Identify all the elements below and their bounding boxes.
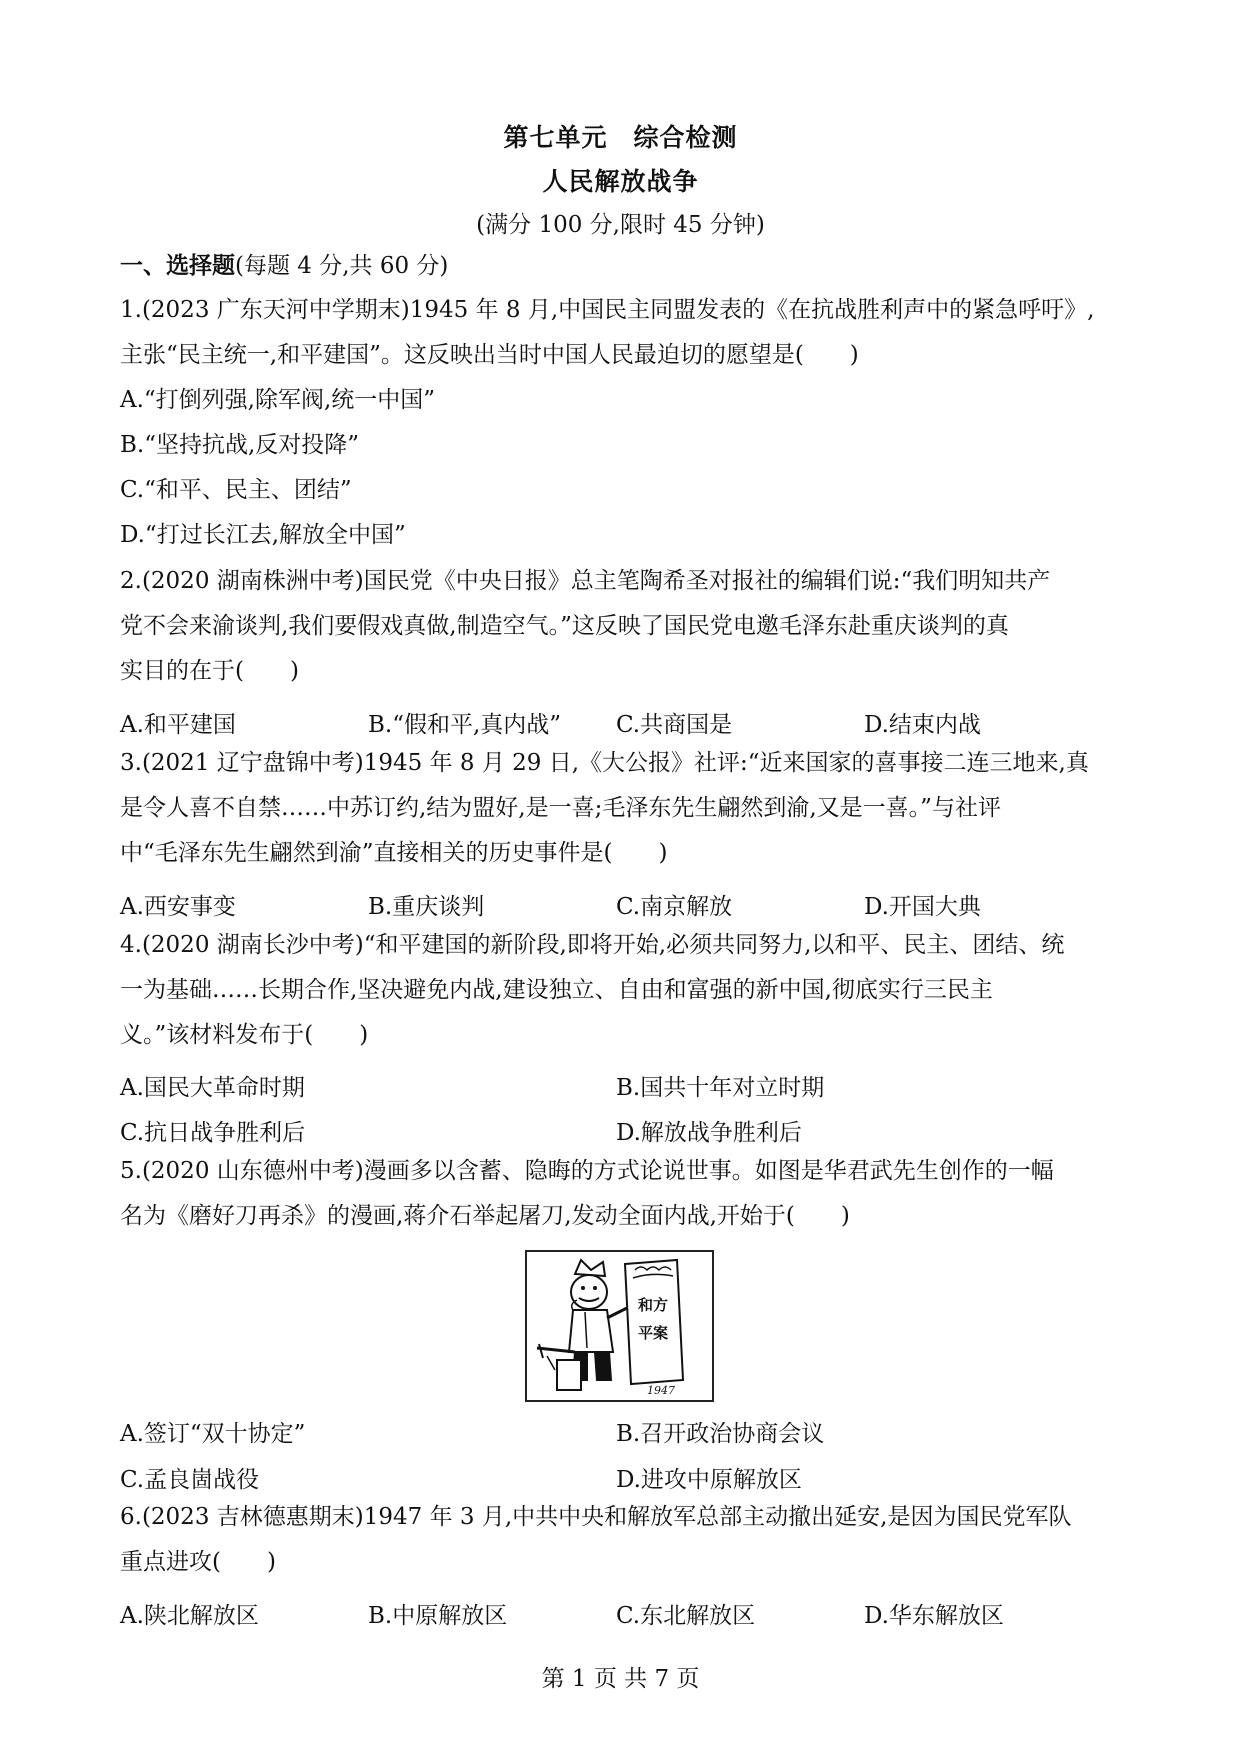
question-1-line-1: 1.(2023 广东天河中学期末)1945 年 8 月,中国民主同盟发表的《在抗战胜利声中的紧急呼吁》,	[120, 297, 1095, 323]
cartoon-illustration	[527, 1252, 712, 1400]
question-6-option-b[interactable]: B.中原解放区	[368, 1603, 508, 1629]
question-6-option-c[interactable]: C.东北解放区	[616, 1603, 756, 1629]
question-3-option-b[interactable]: B.重庆谈判	[368, 894, 485, 920]
question-3-option-a[interactable]: A.西安事变	[120, 894, 236, 920]
question-6-line-2: 重点进攻( )	[120, 1549, 276, 1575]
placard-text-bottom: 平案	[638, 1324, 669, 1342]
question-3-line-3: 中“毛泽东先生翩然到渝”直接相关的历史事件是( )	[120, 840, 668, 866]
question-4-line-3: 义。”该材料发布于( )	[120, 1022, 369, 1048]
question-6-option-a[interactable]: A.陕北解放区	[120, 1603, 259, 1629]
question-5-option-d[interactable]: D.进攻中原解放区	[616, 1467, 802, 1493]
question-4-line-1: 4.(2020 湖南长沙中考)“和平建国的新阶段,即将开始,必须共同努力,以和平、民主、团结、统	[120, 932, 1065, 958]
question-4-option-b[interactable]: B.国共十年对立时期	[616, 1075, 825, 1101]
question-3-line-1: 3.(2021 辽宁盘锦中考)1945 年 8 月 29 日,《大公报》社评:“近来国家的喜事接二连三地来,真	[120, 750, 1089, 776]
question-6-option-d[interactable]: D.华东解放区	[864, 1603, 1004, 1629]
question-3-line-2: 是令人喜不自禁……中苏订约,结为盟好,是一喜;毛泽东先生翩然到渝,又是一喜。”与社评	[120, 795, 1001, 821]
unit-title: 第七单元 综合检测	[503, 123, 738, 152]
exam-info: (满分 100 分,限时 45 分钟)	[476, 212, 765, 238]
question-2-line-2: 党不会来渝谈判,我们要假戏真做,制造空气。”这反映了国民党电邀毛泽东赴重庆谈判的真	[120, 613, 1009, 639]
question-5-option-a[interactable]: A.签订“双十协定”	[120, 1421, 306, 1447]
question-5-line-2: 名为《磨好刀再杀》的漫画,蒋介石举起屠刀,发动全面内战,开始于( )	[120, 1203, 850, 1229]
section-label: 一、选择题	[120, 252, 235, 279]
question-2-option-d[interactable]: D.结束内战	[864, 712, 981, 738]
question-4-line-2: 一为基础……长期合作,坚决避免内战,建设独立、自由和富强的新中国,彻底实行三民主	[120, 977, 993, 1003]
question-2-option-c[interactable]: C.共商国是	[616, 712, 733, 738]
question-1-option-a[interactable]: A.“打倒列强,除军阀,统一中国”	[120, 387, 436, 413]
question-1-line-2: 主张“民主统一,和平建国”。这反映出当时中国人民最迫切的愿望是( )	[120, 342, 859, 368]
question-4-option-c[interactable]: C.抗日战争胜利后	[120, 1120, 306, 1146]
question-5-option-c[interactable]: C.孟良崮战役	[120, 1467, 260, 1493]
question-3-option-d[interactable]: D.开国大典	[864, 894, 981, 920]
question-4-option-d[interactable]: D.解放战争胜利后	[616, 1120, 802, 1146]
question-2-line-1: 2.(2020 湖南株洲中考)国民党《中央日报》总主笔陶希圣对报社的编辑们说:“我们明知共产	[120, 568, 1051, 594]
section-note: (每题 4 分,共 60 分)	[235, 253, 449, 279]
question-2-option-b[interactable]: B.“假和平,真内战”	[368, 712, 562, 738]
question-1-option-b[interactable]: B.“坚持抗战,反对投降”	[120, 432, 360, 458]
section-heading	[120, 254, 448, 278]
placard-text-top: 和方	[638, 1296, 669, 1314]
cartoon-figure	[525, 1250, 714, 1402]
page-subtitle: 人民解放战争	[542, 167, 699, 196]
question-6-line-1: 6.(2023 吉林德惠期末)1947 年 3 月,中共中央和解放军总部主动撤出延安,是因为国民党军队	[120, 1504, 1072, 1530]
question-2-option-a[interactable]: A.和平建国	[120, 712, 236, 738]
question-5-line-1: 5.(2020 山东德州中考)漫画多以含蓄、隐晦的方式论说世事。如图是华君武先生创作的一幅	[120, 1158, 1054, 1184]
question-4-option-a[interactable]: A.国民大革命时期	[120, 1075, 305, 1101]
cartoon-year: 1947	[647, 1384, 675, 1397]
question-1-option-d[interactable]: D.“打过长江去,解放全中国”	[120, 522, 406, 548]
question-2-line-3: 实目的在于( )	[120, 658, 299, 684]
question-1-option-c[interactable]: C.“和平、民主、团结”	[120, 477, 352, 503]
page-number: 第 1 页 共 7 页	[541, 1666, 700, 1692]
question-3-option-c[interactable]: C.南京解放	[616, 894, 733, 920]
question-5-option-b[interactable]: B.召开政治协商会议	[616, 1421, 825, 1447]
